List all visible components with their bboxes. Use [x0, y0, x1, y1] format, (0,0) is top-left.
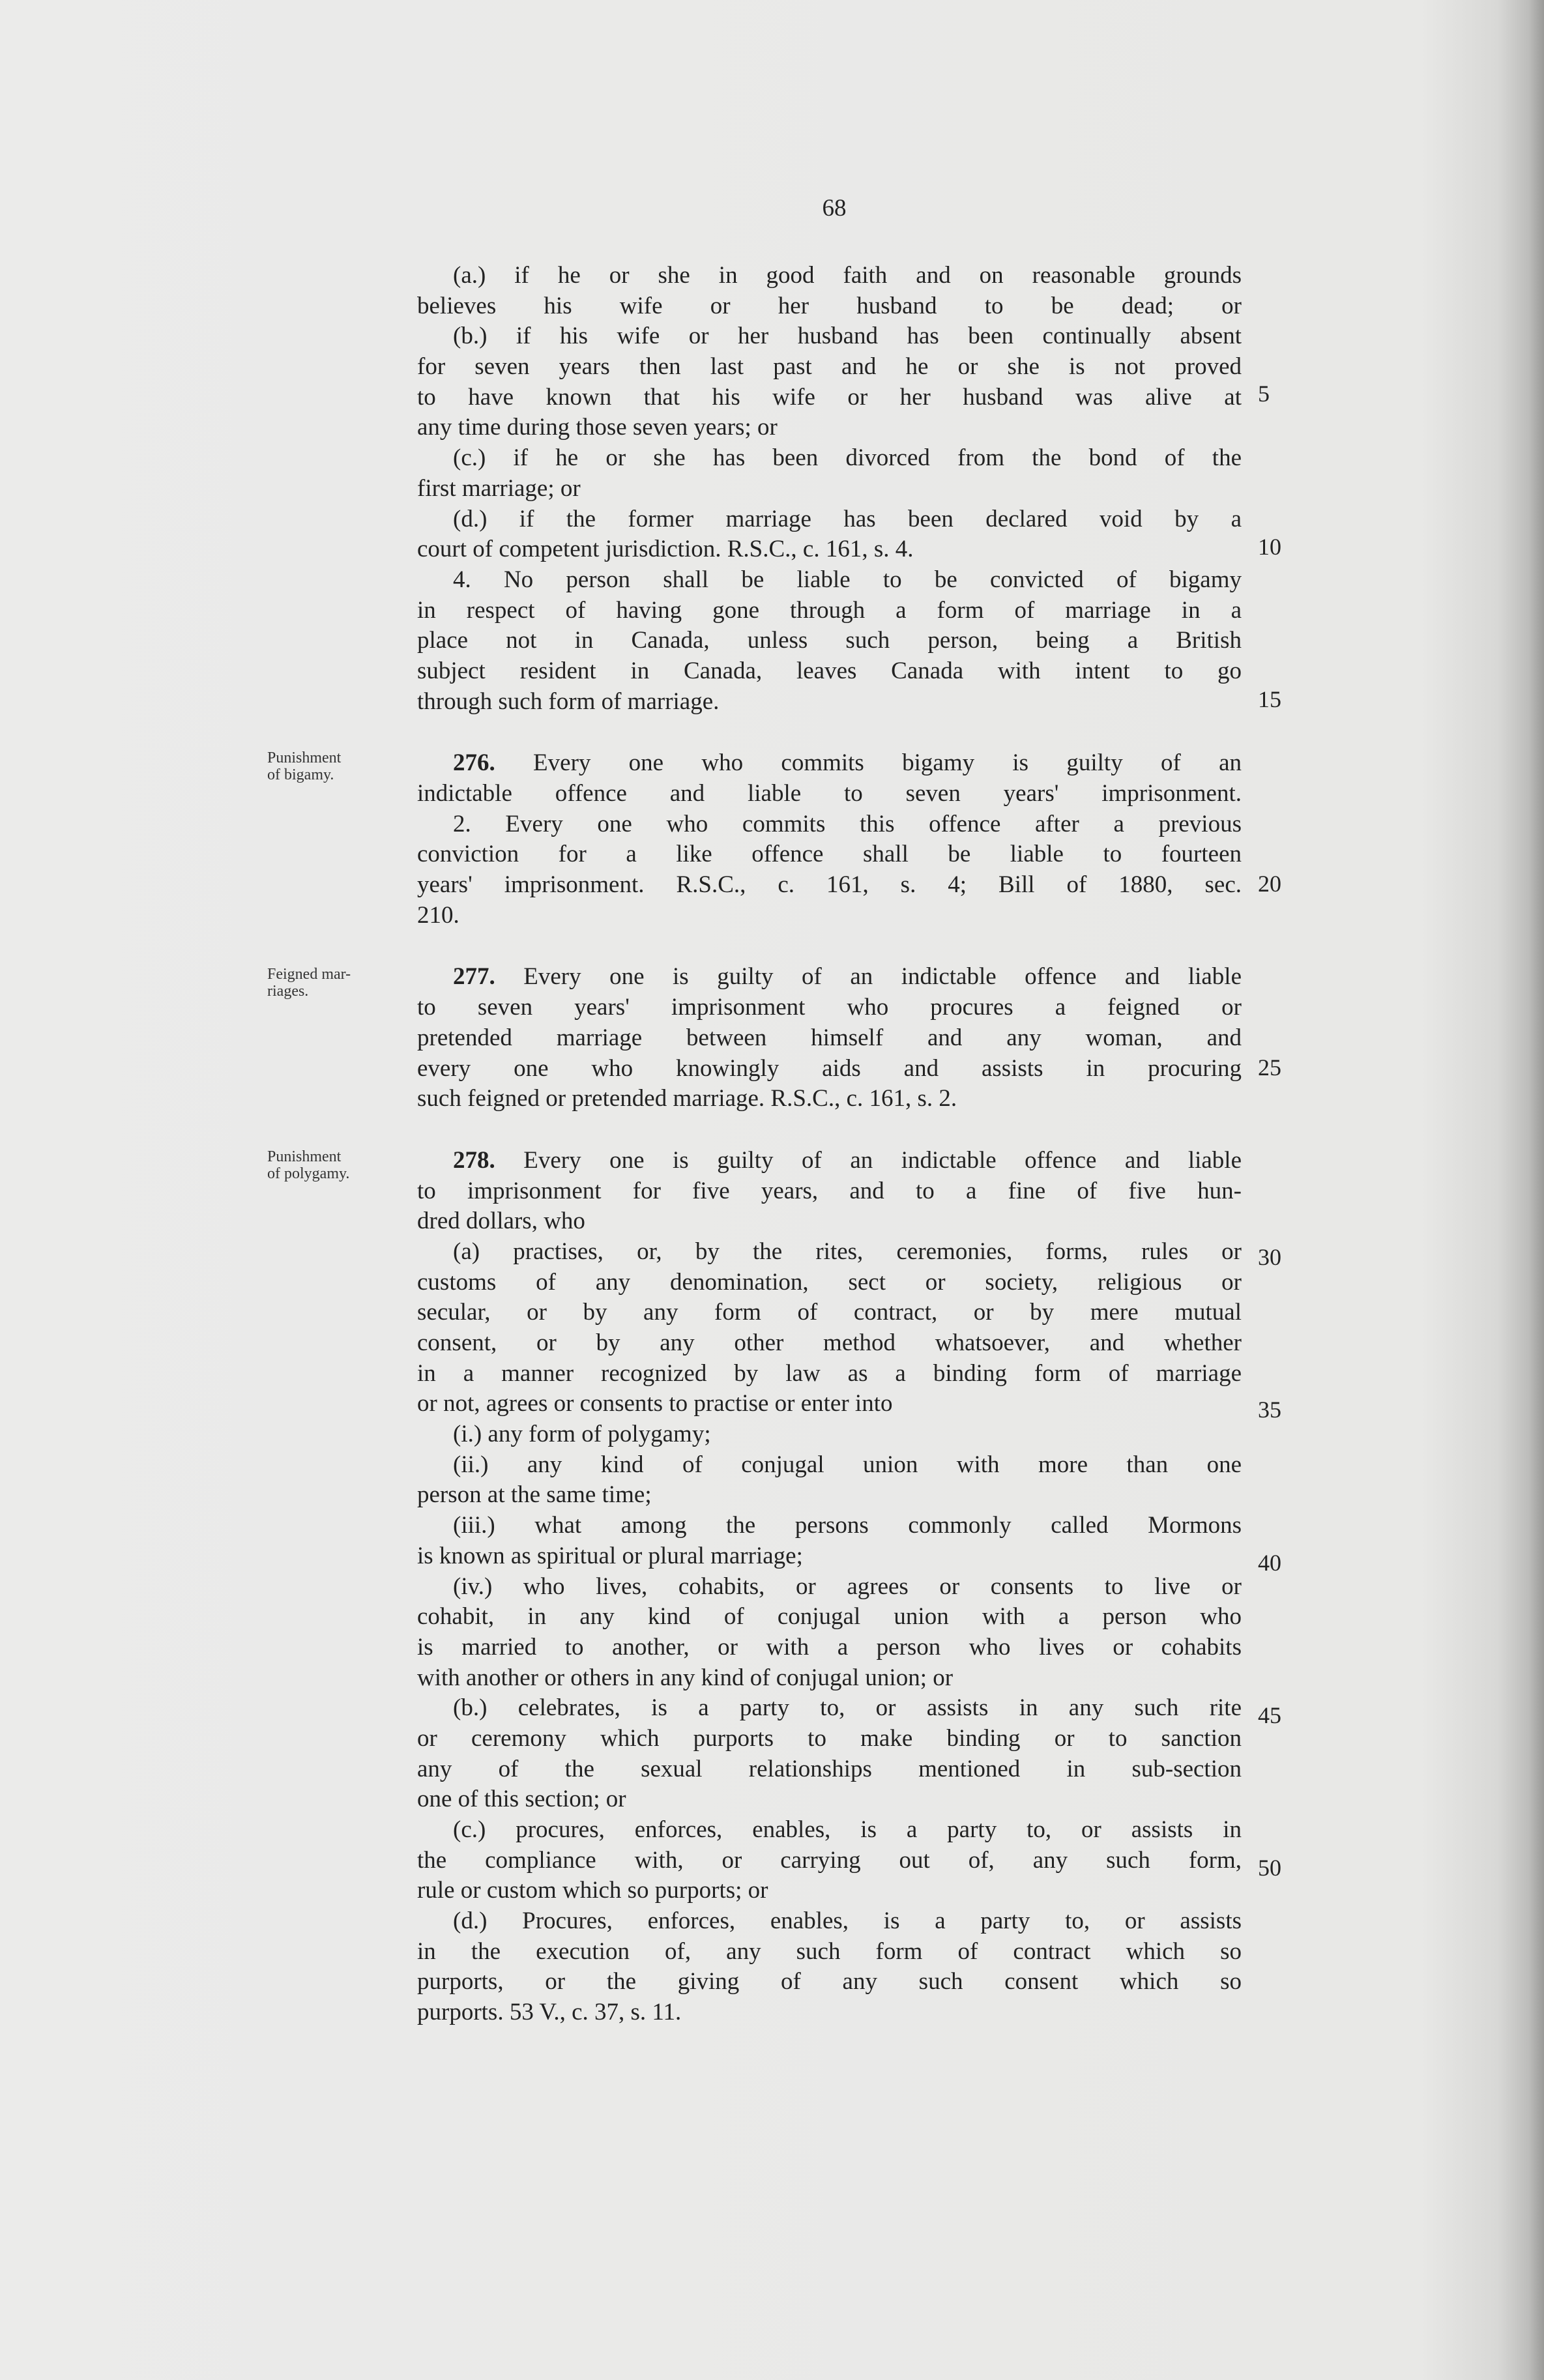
margin-note-punishment-bigamy: [267, 749, 404, 783]
line-number: 45: [1258, 1702, 1281, 1728]
text-line: (c.) if he or she has been divorced from the bond of the: [453, 444, 1242, 472]
text-line: place not in Canada, unless such person, being a British: [417, 627, 1242, 654]
text-line: any time during those seven years; or: [417, 414, 778, 441]
text-line: (a.) if he or she in good faith and on reasonable grounds: [453, 262, 1242, 289]
text-line: (c.) procures, enforces, enables, is a party to, or assists in: [453, 1816, 1242, 1843]
margin-note-line: of bigamy.: [267, 766, 334, 783]
text-line: consent, or by any other method whatsoever, and whether: [417, 1329, 1242, 1356]
margin-note-line: Punishment: [267, 749, 342, 766]
section-number: 278.: [453, 1146, 495, 1174]
text-line: through such form of marriage.: [417, 688, 720, 715]
section-277-line: [417, 962, 1242, 993]
text-line: customs of any denomination, sect or society, religious or: [417, 1268, 1242, 1296]
section-276-line: [417, 748, 1242, 779]
text-line: indictable offence and liable to seven years' imprisonment.: [417, 780, 1242, 807]
text-line: 210.: [417, 901, 459, 929]
line-number: 15: [1258, 686, 1281, 712]
line-number: 20: [1258, 871, 1281, 897]
line-number: 40: [1258, 1550, 1281, 1576]
text-line: every one who knowingly aids and assists in procuring: [417, 1054, 1242, 1082]
margin-note-line: riages.: [267, 983, 309, 1000]
text-line: one of this section; or: [417, 1786, 626, 1813]
line-number: 10: [1258, 534, 1281, 560]
text-line: years' imprisonment. R.S.C., c. 161, s. 4; Bill of 1880, sec.: [417, 871, 1242, 899]
text-line: rule or custom which so purports; or: [417, 1877, 768, 1904]
text-line: dred dollars, who: [417, 1208, 585, 1235]
text-line: cohabit, in any kind of conjugal union with a person who: [417, 1603, 1242, 1631]
text-line: purports, or the giving of any such consent which so: [417, 1968, 1242, 1995]
text-line: such feigned or pretended marriage. R.S.C., c. 161, s. 2.: [417, 1085, 957, 1112]
text-line: in the execution of, any such form of contract which so: [417, 1937, 1242, 1965]
text-line: pretended marriage between himself and any woman, and: [417, 1024, 1242, 1051]
line-number: 30: [1258, 1244, 1281, 1270]
text-line: any of the sexual relationships mentioned in sub-section: [417, 1755, 1242, 1782]
text-line: the compliance with, or carrying out of, any such form,: [417, 1846, 1242, 1874]
section-number: 276.: [453, 749, 495, 777]
body-text: [417, 261, 1242, 2028]
text-line: (b.) celebrates, is a party to, or assists in any such rite: [453, 1694, 1242, 1722]
text-line: court of competent jurisdiction. R.S.C., c. 161, s. 4.: [417, 536, 914, 563]
text-line: (iii.) what among the persons commonly called Mormons: [453, 1512, 1242, 1539]
text-line: to have known that his wife or her husband was alive at: [417, 383, 1242, 411]
line-number: 25: [1258, 1054, 1281, 1081]
section-number: 277.: [453, 963, 495, 991]
text-line: Every one is guilty of an indictable offence and liable: [523, 963, 1242, 991]
text-line: 2. Every one who commits this offence after a previous: [453, 810, 1242, 837]
text-line: (iv.) who lives, cohabits, or agrees or consents to live or: [453, 1573, 1242, 1600]
text-line: Every one is guilty of an indictable offence and liable: [523, 1146, 1242, 1174]
text-line: with another or others in any kind of conjugal union; or: [417, 1664, 954, 1691]
text-line: secular, or by any form of contract, or by mere mutual: [417, 1299, 1242, 1326]
margin-note-line: Feigned mar-: [267, 966, 351, 983]
text-line: (d.) if the former marriage has been declared void by a: [453, 505, 1242, 532]
text-line: is known as spiritual or plural marriage;: [417, 1542, 803, 1569]
line-number: 5: [1258, 381, 1270, 407]
section-278-line: [417, 1146, 1242, 1176]
text-line: or not, agrees or consents to practise or enter into: [417, 1390, 893, 1417]
text-line: to imprisonment for five years, and to a fine of five hun-: [417, 1177, 1242, 1204]
text-line: subject resident in Canada, leaves Canada with intent to go: [417, 657, 1242, 684]
margin-note-punishment-polygamy: [267, 1148, 404, 1182]
text-line: first marriage; or: [417, 474, 581, 502]
text-line: conviction for a like offence shall be liable to fourteen: [417, 841, 1242, 868]
line-number: 50: [1258, 1855, 1281, 1881]
text-line: person at the same time;: [417, 1481, 652, 1509]
text-line: (b.) if his wife or her husband has been continually absent: [453, 323, 1242, 350]
text-line: (ii.) any kind of conjugal union with more than one: [453, 1451, 1242, 1478]
margin-note-line: Punishment: [267, 1148, 342, 1165]
text-line: believes his wife or her husband to be dead; or: [417, 292, 1242, 319]
text-line: for seven years then last past and he or she is not proved: [417, 353, 1242, 381]
page-number: 68: [822, 195, 847, 222]
text-line: in respect of having gone through a form of marriage in a: [417, 596, 1242, 624]
margin-note-feigned-marriages: [267, 966, 404, 1000]
text-line: (a) practises, or, by the rites, ceremonies, forms, rules or: [453, 1238, 1242, 1265]
margin-note-line: of polygamy.: [267, 1165, 350, 1182]
text-line: is married to another, or with a person who lives or cohabits: [417, 1633, 1242, 1661]
text-line: or ceremony which purports to make binding or to sanction: [417, 1724, 1242, 1752]
text-line: Every one who commits bigamy is guilty of an: [533, 749, 1242, 777]
text-line: (i.) any form of polygamy;: [453, 1421, 711, 1448]
line-number: 35: [1258, 1397, 1281, 1423]
text-line: 4. No person shall be liable to be convicted of bigamy: [453, 566, 1242, 593]
text-line: to seven years' imprisonment who procures a feigned or: [417, 994, 1242, 1021]
text-line: purports. 53 V., c. 37, s. 11.: [417, 1999, 682, 2026]
text-line: in a manner recognized by law as a binding form of marriage: [417, 1359, 1242, 1387]
text-line: (d.) Procures, enforces, enables, is a party to, or assists: [453, 1908, 1242, 1935]
